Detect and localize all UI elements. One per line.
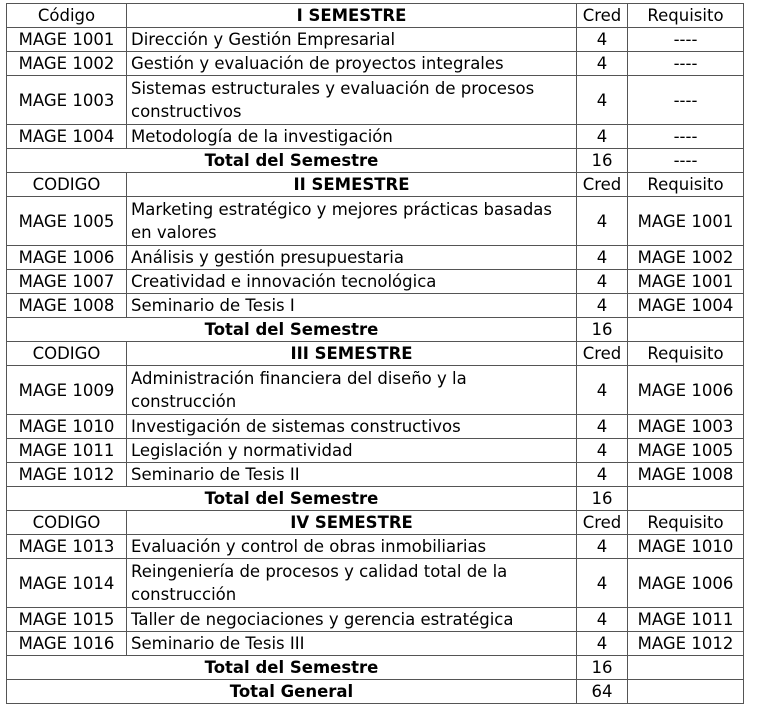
course-credits: 4 xyxy=(577,197,628,246)
semester-header-row xyxy=(7,342,744,366)
course-credits: 4 xyxy=(577,415,628,439)
course-credits: 4 xyxy=(577,294,628,318)
semester-title: II SEMESTRE xyxy=(127,173,577,197)
course-name: Seminario de Tesis III xyxy=(127,632,577,656)
column-header-cred: Cred xyxy=(577,173,628,197)
course-code: MAGE 1012 xyxy=(7,463,127,487)
course-requirement: ---- xyxy=(628,28,744,52)
course-credits: 4 xyxy=(577,76,628,125)
course-credits: 4 xyxy=(577,439,628,463)
semester-title: III SEMESTRE xyxy=(127,342,577,366)
course-name: Seminario de Tesis I xyxy=(127,294,577,318)
course-code: MAGE 1003 xyxy=(7,76,127,125)
course-row xyxy=(7,246,744,270)
course-requirement: MAGE 1001 xyxy=(628,270,744,294)
course-code: MAGE 1014 xyxy=(7,559,127,608)
course-name: Análisis y gestión presupuestaria xyxy=(127,246,577,270)
course-row xyxy=(7,632,744,656)
semester-header-row xyxy=(7,511,744,535)
course-code: MAGE 1016 xyxy=(7,632,127,656)
course-requirement: MAGE 1011 xyxy=(628,608,744,632)
column-header-requisito: Requisito xyxy=(628,342,744,366)
course-row xyxy=(7,535,744,559)
course-requirement: MAGE 1001 xyxy=(628,197,744,246)
course-name: Gestión y evaluación de proyectos integrales xyxy=(127,52,577,76)
column-header-cred: Cred xyxy=(577,4,628,28)
course-requirement: MAGE 1005 xyxy=(628,439,744,463)
course-row xyxy=(7,463,744,487)
grand-total-label: Total General xyxy=(7,680,577,704)
course-code: MAGE 1006 xyxy=(7,246,127,270)
column-header-code: CODIGO xyxy=(7,342,127,366)
course-name: Marketing estratégico y mejores prácticas basadas en valores xyxy=(127,197,577,246)
column-header-requisito: Requisito xyxy=(628,4,744,28)
course-code: MAGE 1013 xyxy=(7,535,127,559)
course-row xyxy=(7,439,744,463)
course-credits: 4 xyxy=(577,28,628,52)
course-code: MAGE 1011 xyxy=(7,439,127,463)
course-code: MAGE 1002 xyxy=(7,52,127,76)
course-name: Metodología de la investigación xyxy=(127,125,577,149)
course-code: MAGE 1010 xyxy=(7,415,127,439)
course-requirement: MAGE 1003 xyxy=(628,415,744,439)
course-name: Sistemas estructurales y evaluación de procesos constructivos xyxy=(127,76,577,125)
semester-title: I SEMESTRE xyxy=(127,4,577,28)
course-code: MAGE 1007 xyxy=(7,270,127,294)
semester-title: IV SEMESTRE xyxy=(127,511,577,535)
curriculum-table xyxy=(6,3,744,704)
course-row xyxy=(7,608,744,632)
grand-total-credits: 64 xyxy=(577,680,628,704)
course-credits: 4 xyxy=(577,608,628,632)
course-requirement: MAGE 1008 xyxy=(628,463,744,487)
semester-total-credits: 16 xyxy=(577,656,628,680)
course-requirement: MAGE 1010 xyxy=(628,535,744,559)
course-requirement: MAGE 1006 xyxy=(628,366,744,415)
semester-total-requirement xyxy=(628,656,744,680)
course-row xyxy=(7,28,744,52)
course-requirement: ---- xyxy=(628,125,744,149)
column-header-code: CODIGO xyxy=(7,511,127,535)
course-code: MAGE 1004 xyxy=(7,125,127,149)
course-requirement: ---- xyxy=(628,52,744,76)
course-name: Investigación de sistemas constructivos xyxy=(127,415,577,439)
semester-total-credits: 16 xyxy=(577,149,628,173)
course-credits: 4 xyxy=(577,52,628,76)
course-name: Creatividad e innovación tecnológica xyxy=(127,270,577,294)
column-header-requisito: Requisito xyxy=(628,173,744,197)
semester-header-row xyxy=(7,173,744,197)
column-header-code: Código xyxy=(7,4,127,28)
semester-total-credits: 16 xyxy=(577,318,628,342)
course-credits: 4 xyxy=(577,270,628,294)
course-code: MAGE 1008 xyxy=(7,294,127,318)
grand-total-row xyxy=(7,680,744,704)
course-code: MAGE 1001 xyxy=(7,28,127,52)
course-requirement: MAGE 1006 xyxy=(628,559,744,608)
semester-total-requirement xyxy=(628,318,744,342)
course-row xyxy=(7,294,744,318)
course-name: Reingeniería de procesos y calidad total de la construcción xyxy=(127,559,577,608)
course-row xyxy=(7,76,744,125)
course-credits: 4 xyxy=(577,632,628,656)
course-name: Legislación y normatividad xyxy=(127,439,577,463)
course-requirement: ---- xyxy=(628,76,744,125)
course-requirement: MAGE 1012 xyxy=(628,632,744,656)
course-credits: 4 xyxy=(577,559,628,608)
semester-total-label: Total del Semestre xyxy=(7,318,577,342)
column-header-cred: Cred xyxy=(577,342,628,366)
course-name: Dirección y Gestión Empresarial xyxy=(127,28,577,52)
curriculum-body xyxy=(7,4,744,704)
course-row xyxy=(7,197,744,246)
semester-total-row xyxy=(7,656,744,680)
semester-total-row xyxy=(7,318,744,342)
course-credits: 4 xyxy=(577,125,628,149)
course-requirement: MAGE 1004 xyxy=(628,294,744,318)
course-credits: 4 xyxy=(577,246,628,270)
course-name: Administración financiera del diseño y la construcción xyxy=(127,366,577,415)
course-code: MAGE 1015 xyxy=(7,608,127,632)
course-row xyxy=(7,125,744,149)
semester-total-label: Total del Semestre xyxy=(7,487,577,511)
course-row xyxy=(7,366,744,415)
course-name: Taller de negociaciones y gerencia estratégica xyxy=(127,608,577,632)
semester-total-credits: 16 xyxy=(577,487,628,511)
semester-total-row xyxy=(7,487,744,511)
course-credits: 4 xyxy=(577,463,628,487)
column-header-cred: Cred xyxy=(577,511,628,535)
semester-total-requirement: ---- xyxy=(628,149,744,173)
course-credits: 4 xyxy=(577,535,628,559)
column-header-requisito: Requisito xyxy=(628,511,744,535)
course-name: Evaluación y control de obras inmobiliarias xyxy=(127,535,577,559)
course-row xyxy=(7,559,744,608)
course-row xyxy=(7,415,744,439)
course-name: Seminario de Tesis II xyxy=(127,463,577,487)
column-header-code: CODIGO xyxy=(7,173,127,197)
course-row xyxy=(7,270,744,294)
course-code: MAGE 1009 xyxy=(7,366,127,415)
semester-total-requirement xyxy=(628,487,744,511)
course-credits: 4 xyxy=(577,366,628,415)
course-code: MAGE 1005 xyxy=(7,197,127,246)
course-requirement: MAGE 1002 xyxy=(628,246,744,270)
semester-total-row xyxy=(7,149,744,173)
grand-total-empty xyxy=(628,680,744,704)
semester-total-label: Total del Semestre xyxy=(7,149,577,173)
course-row xyxy=(7,52,744,76)
semester-total-label: Total del Semestre xyxy=(7,656,577,680)
semester-header-row xyxy=(7,4,744,28)
